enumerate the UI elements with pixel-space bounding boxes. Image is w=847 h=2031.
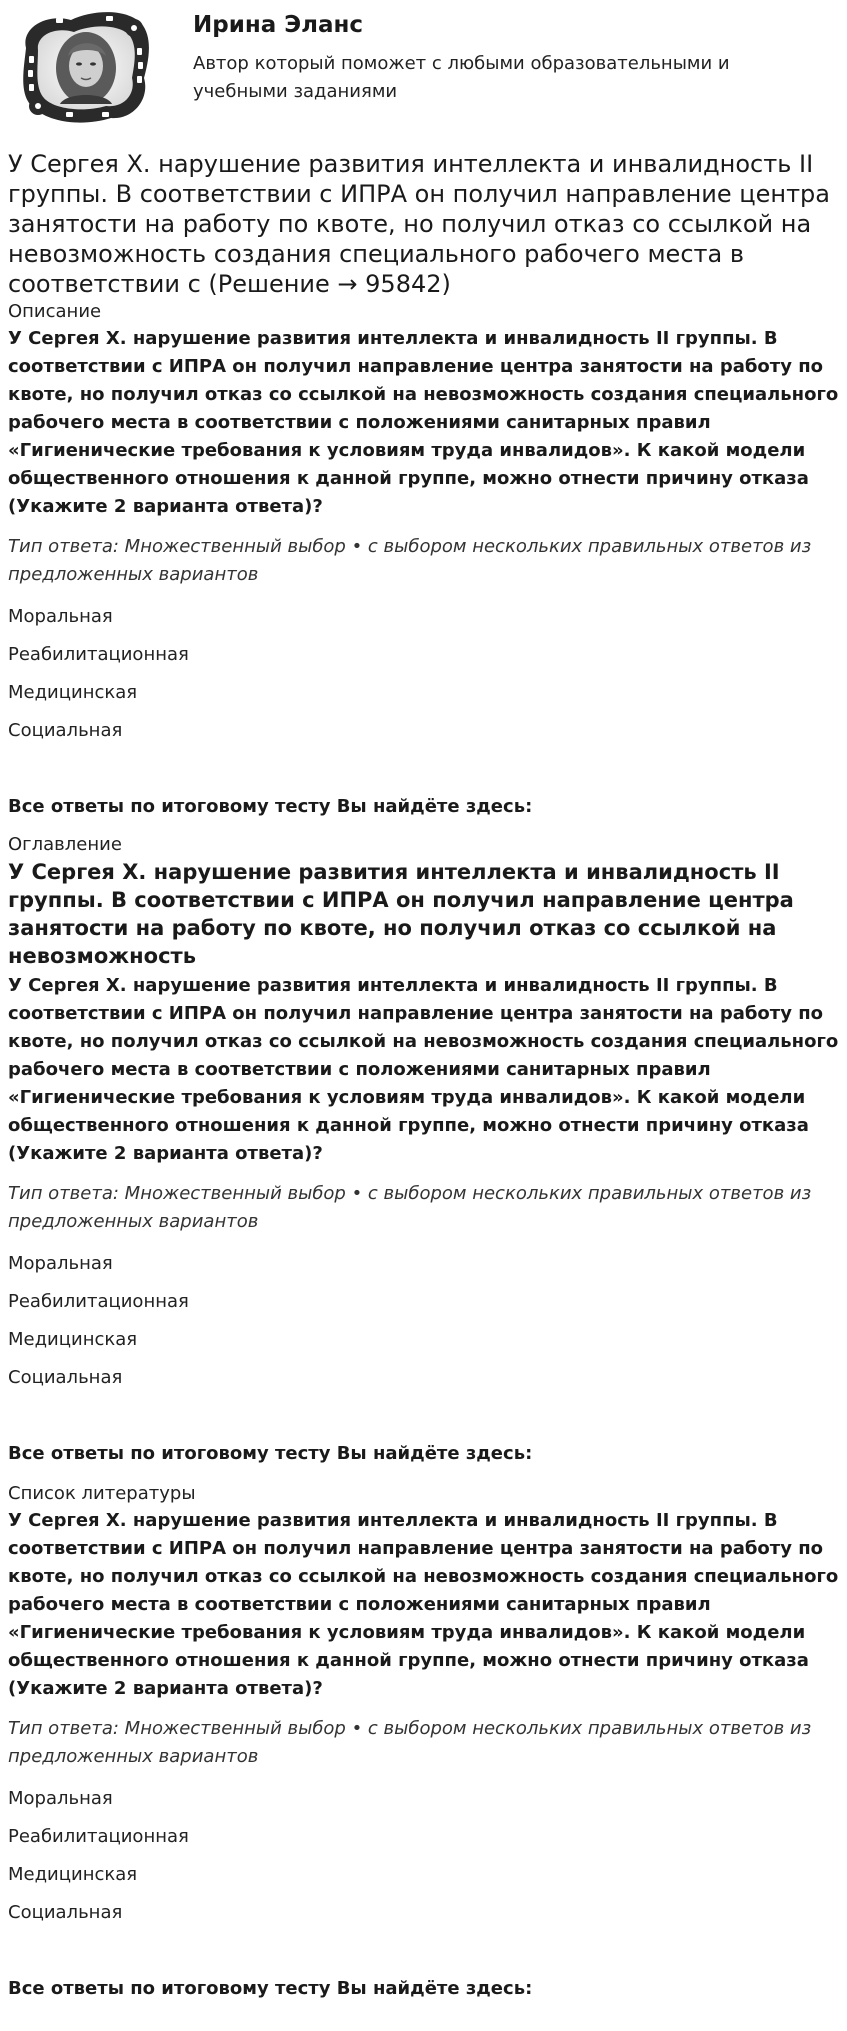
- answer-option: Социальная: [8, 720, 123, 741]
- all-answers-link[interactable]: Все ответы по итоговому тесту Вы найдёте здесь:: [8, 1443, 533, 1464]
- answer-option: Моральная: [8, 1788, 113, 1809]
- answer-option: Реабилитационная: [8, 1826, 189, 1847]
- section-label: Описание: [8, 301, 102, 322]
- answer-option: Медицинская: [8, 1329, 138, 1350]
- answer-option: Реабилитационная: [8, 644, 189, 665]
- answer-option: Медицинская: [8, 682, 138, 703]
- bibliography-section: [8, 1481, 839, 2002]
- description-section: [8, 299, 839, 820]
- answer-option: Медицинская: [8, 1864, 138, 1885]
- answer-option: Моральная: [8, 606, 113, 627]
- section-label: Список литературы: [8, 1483, 196, 1504]
- answer-options: [8, 598, 839, 750]
- answer-option: Социальная: [8, 1902, 123, 1923]
- author-avatar: [16, 8, 154, 126]
- answer-option: Социальная: [8, 1367, 123, 1388]
- all-answers-link[interactable]: Все ответы по итоговому тесту Вы найдёте здесь:: [8, 1978, 533, 1999]
- author-description: Автор который поможет с любыми образовательными и учебными заданиями: [193, 53, 730, 102]
- answer-option: Реабилитационная: [8, 1291, 189, 1312]
- answer-options: [8, 1780, 839, 1932]
- answer-type: Тип ответа: Множественный выбор • с выбором нескольких правильных ответов из предложенных вариантов: [8, 1718, 812, 1767]
- answer-option: Моральная: [8, 1253, 113, 1274]
- question-text: У Сергея Х. нарушение развития интеллекта и инвалидность II группы. В соответствии с ИПРА он получил направление центра занятости на работу по квоте, но получил отказ со ссылкой на невозможность создания специального рабочего места в соответствии с положениями санитарных правил «Гигиенические требования к условиям труда инвалидов». К какой модели общественного отношения к данной группе, можно отнести причину отказа (Укажите 2 варианта ответа)?: [8, 1510, 839, 1699]
- all-answers-link[interactable]: Все ответы по итоговому тесту Вы найдёте здесь:: [8, 796, 533, 817]
- author-name[interactable]: Ирина Эланс: [193, 12, 364, 38]
- author-card: [8, 0, 839, 128]
- toc-section: [8, 832, 839, 1467]
- question-text: У Сергея Х. нарушение развития интеллекта и инвалидность II группы. В соответствии с ИПРА он получил направление центра занятости на работу по квоте, но получил отказ со ссылкой на невозможность создания специального рабочего места в соответствии с положениями санитарных правил «Гигиенические требования к условиям труда инвалидов». К какой модели общественного отношения к данной группе, можно отнести причину отказа (Укажите 2 варианта ответа)?: [8, 328, 839, 517]
- page-title: У Сергея Х. нарушение развития интеллекта и инвалидность II группы. В соответствии с ИПРА он получил направление центра занятости на работу по квоте, но получил отказ со ссылкой на невозможность создания специального рабочего места в соответствии с (Решение → 95842): [8, 150, 830, 298]
- answer-options: [8, 1245, 839, 1397]
- toc-heading[interactable]: У Сергея Х. нарушение развития интеллекта и инвалидность II группы. В соответствии с ИПРА он получил направление центра занятости на работу по квоте, но получил отказ со ссылкой на невозможность: [8, 860, 794, 968]
- section-label: Оглавление: [8, 834, 122, 855]
- answer-type: Тип ответа: Множественный выбор • с выбором нескольких правильных ответов из предложенных вариантов: [8, 536, 812, 585]
- question-text: У Сергея Х. нарушение развития интеллекта и инвалидность II группы. В соответствии с ИПРА он получил направление центра занятости на работу по квоте, но получил отказ со ссылкой на невозможность создания специального рабочего места в соответствии с положениями санитарных правил «Гигиенические требования к условиям труда инвалидов». К какой модели общественного отношения к данной группе, можно отнести причину отказа (Укажите 2 варианта ответа)?: [8, 975, 839, 1164]
- answer-type: Тип ответа: Множественный выбор • с выбором нескольких правильных ответов из предложенных вариантов: [8, 1183, 812, 1232]
